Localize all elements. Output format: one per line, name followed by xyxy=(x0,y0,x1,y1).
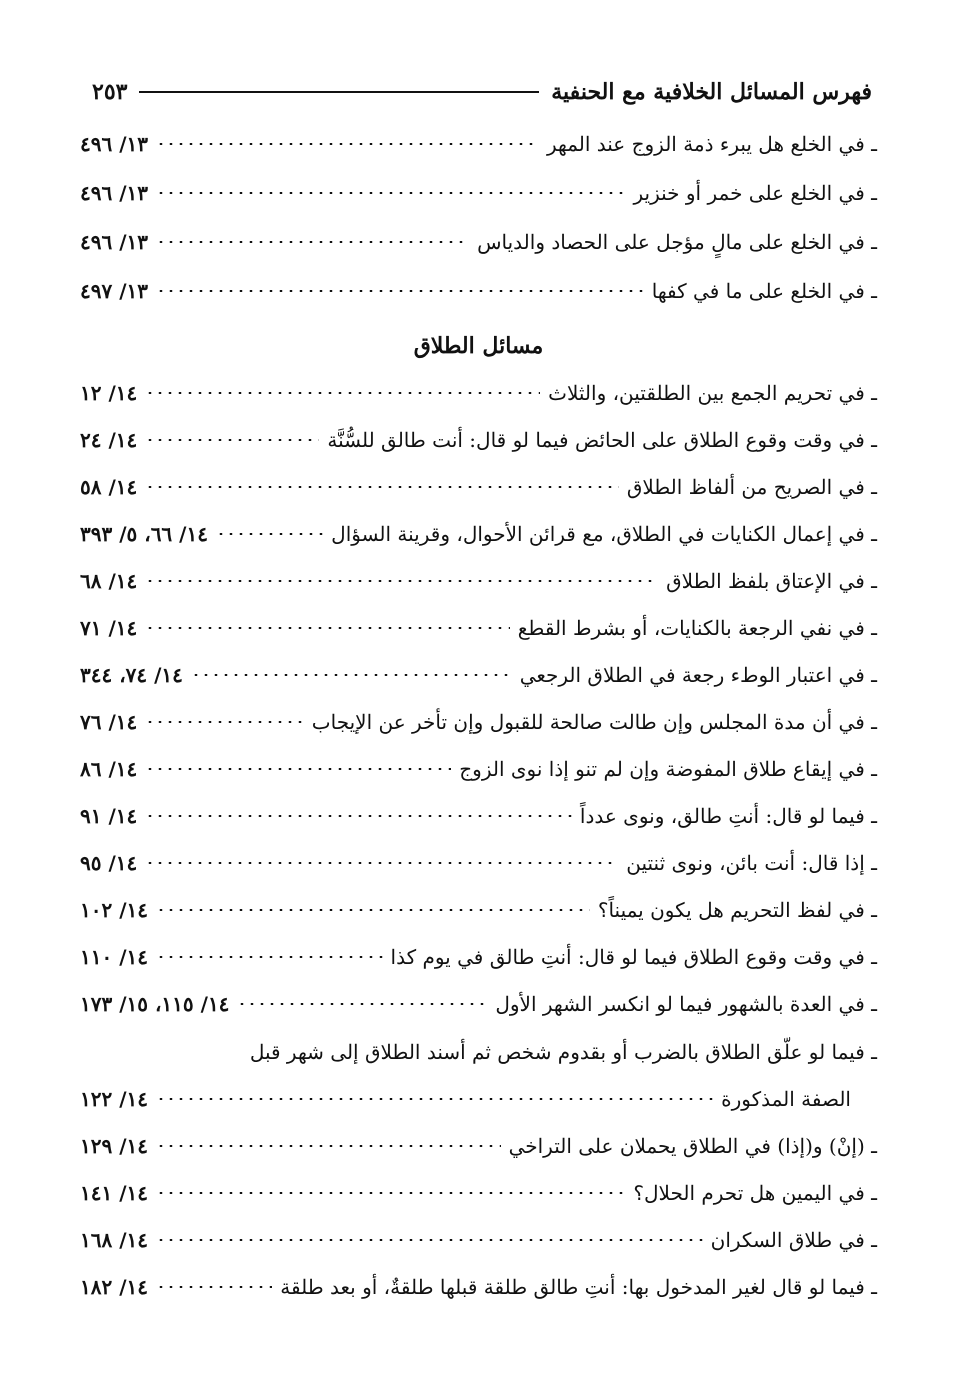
dot-leader xyxy=(156,956,383,958)
entry-text: ـ في نفي الرجعة بالكنايات، أو بشرط القطع xyxy=(517,616,877,640)
entry-text: ـ في لفظ التحريم هل يكون يميناً؟ xyxy=(597,898,877,922)
index-entry xyxy=(80,1264,877,1310)
index-entry xyxy=(80,121,877,167)
entry-ref: ١٤/ ١٦٨ xyxy=(80,1228,148,1252)
dot-leader xyxy=(145,627,510,629)
dot-leader xyxy=(156,143,539,145)
entry-text: ـ فيما لو قال لغير المدخول بها: أنتِ طالق طلقة قبلها طلقةٌ، أو بعد طلقة xyxy=(280,1275,877,1299)
dot-leader xyxy=(145,439,319,441)
dot-leader xyxy=(145,486,619,488)
dot-leader xyxy=(156,290,644,292)
dot-leader xyxy=(156,1145,501,1147)
entry-text: ـ في اعتبار الوطء رجعة في الطلاق الرجعي xyxy=(519,663,877,687)
index-entry xyxy=(80,793,877,839)
index-entry xyxy=(80,652,877,698)
entry-text: ـ في إيقاع طلاق المفوضة وإن لم تنو إذا نوى الزوج xyxy=(459,757,877,781)
entry-text: ـ في الخلع هل يبرء ذمة الزوج عند المهر xyxy=(546,132,877,156)
index-entry xyxy=(80,605,877,651)
entry-ref: ١٣/ ٤٩٧ xyxy=(80,279,148,303)
entry-ref: ١٣/ ٤٩٦ xyxy=(80,230,148,254)
entry-ref: ١٤/ ٦٦، ٥/ ٣٩٣ xyxy=(80,522,208,546)
index-entry xyxy=(80,511,877,557)
index-entry xyxy=(80,417,877,463)
header-rule xyxy=(139,91,539,93)
index-entry xyxy=(80,464,877,510)
entry-ref: ١٤/ ١٨٢ xyxy=(80,1275,148,1299)
entry-text: ـ في الصريح من ألفاظ الطلاق xyxy=(626,475,877,499)
dot-leader xyxy=(156,1192,625,1194)
entry-text: ـ في أن مدة المجلس وإن طالت صالحة للقبول وإن تأخر عن الإيجاب xyxy=(311,710,877,734)
dot-leader xyxy=(216,533,323,535)
index-entry xyxy=(80,746,877,792)
entry-ref: ١٤/ ٧١ xyxy=(80,616,138,640)
entry-text: ـ في العدة بالشهور فيما لو انكسر الشهر الأول xyxy=(495,992,877,1016)
dot-leader xyxy=(145,580,658,582)
entry-text: ـ (إنْ) و(إذا) في الطلاق يحملان على التراخي xyxy=(508,1134,877,1158)
entry-ref: ١٣/ ٤٩٦ xyxy=(80,132,148,156)
entry-text: ـ فيما لو قال: أنتِ طالق، ونوى عدداً xyxy=(579,804,877,828)
section-title: مسائل الطلاق xyxy=(413,333,544,359)
index-entry xyxy=(80,699,877,745)
entry-ref: ١٤/ ٦٨ xyxy=(80,569,138,593)
running-header xyxy=(92,72,872,112)
entry-text: ـ في وقت وقوع الطلاق على الحائض فيما لو قال: أنت طالق للسُّنَّة xyxy=(327,428,877,452)
entry-ref: ١٤/ ٧٤، ٣٤٤ xyxy=(80,663,183,687)
entry-ref: ١٤/ ١٢٢ xyxy=(80,1087,148,1111)
index-entry xyxy=(80,840,877,886)
index-entry xyxy=(80,981,877,1027)
dot-leader xyxy=(156,192,626,194)
index-entry xyxy=(80,934,877,980)
dot-leader xyxy=(145,815,572,817)
index-entry xyxy=(80,558,877,604)
dot-leader xyxy=(156,909,590,911)
entry-ref: ١٤/ ٩٥ xyxy=(80,851,138,875)
entry-text: ـ إذا قال: أنت بائن، ونوى ثنتين xyxy=(626,851,877,875)
entry-ref: ١٤/ ١٠٢ xyxy=(80,898,148,922)
dot-leader xyxy=(156,1098,713,1100)
entry-ref: ١٤/ ١٢ xyxy=(80,381,138,405)
entry-text: ـ في الإعتاق بلفظ الطلاق xyxy=(666,569,877,593)
index-entry xyxy=(80,1170,877,1216)
entry-ref: ١٤/ ٧٦ xyxy=(80,710,138,734)
header-title: فهرس المسائل الخلافية مع الحنفية xyxy=(551,79,872,105)
entry-ref: ١٤/ ١١٠ xyxy=(80,945,148,969)
index-entry xyxy=(80,268,877,314)
index-entry-line1 xyxy=(80,1029,877,1075)
entry-ref: ١٤/ ١٢٩ xyxy=(80,1134,148,1158)
entry-text: ـ في طلاق السكران xyxy=(710,1228,877,1252)
dot-leader xyxy=(145,768,451,770)
entry-ref: ١٤/ ١٤١ xyxy=(80,1181,148,1205)
entry-text: ـ فيما لو علّق الطلاق بالضرب أو بقدوم شخص ثم أسند الطلاق إلى شهر قبل xyxy=(249,1040,877,1064)
index-entry-line2 xyxy=(80,1076,877,1122)
dot-leader xyxy=(145,392,540,394)
dot-leader xyxy=(145,721,304,723)
entry-text: ـ في الخلع على مالٍ مؤجل على الحصاد والدياس xyxy=(477,230,877,254)
index-entry xyxy=(80,219,877,265)
entry-ref: ١٣/ ٤٩٦ xyxy=(80,181,148,205)
entry-ref: ١٤/ ٥٨ xyxy=(80,475,138,499)
entry-ref: ١٤/ ١١٥، ١٥/ ١٧٣ xyxy=(80,992,230,1016)
page-number: ٢٥٣ xyxy=(92,79,128,105)
entry-text: ـ في وقت وقوع الطلاق فيما لو قال: أنتِ طالق في يوم كذا xyxy=(390,945,877,969)
dot-leader xyxy=(145,862,618,864)
index-entry xyxy=(80,1123,877,1169)
entry-ref: ١٤/ ٨٦ xyxy=(80,757,138,781)
entry-text: الصفة المذكورة xyxy=(721,1087,851,1111)
dot-leader xyxy=(156,1239,703,1241)
entry-text: ـ في الخلع على ما في كفها xyxy=(651,279,877,303)
index-entry xyxy=(80,170,877,216)
entry-text: ـ في تحريم الجمع بين الطلقتين، والثلاث xyxy=(548,381,877,405)
index-entry xyxy=(80,370,877,416)
dot-leader xyxy=(156,241,469,243)
entry-ref: ١٤/ ٩١ xyxy=(80,804,138,828)
index-entry xyxy=(80,887,877,933)
dot-leader xyxy=(156,1286,272,1288)
entry-text: ـ في إعمال الكنايات في الطلاق، مع قرائن الأحوال، وقرينة السؤال xyxy=(331,522,877,546)
entry-text: ـ في الخلع على خمر أو خنزير xyxy=(633,181,877,205)
dot-leader xyxy=(237,1003,487,1005)
dot-leader xyxy=(191,674,512,676)
index-entry xyxy=(80,1217,877,1263)
entry-text: ـ في اليمين هل تحرم الحلال؟ xyxy=(633,1181,877,1205)
entry-ref: ١٤/ ٢٤ xyxy=(80,428,138,452)
